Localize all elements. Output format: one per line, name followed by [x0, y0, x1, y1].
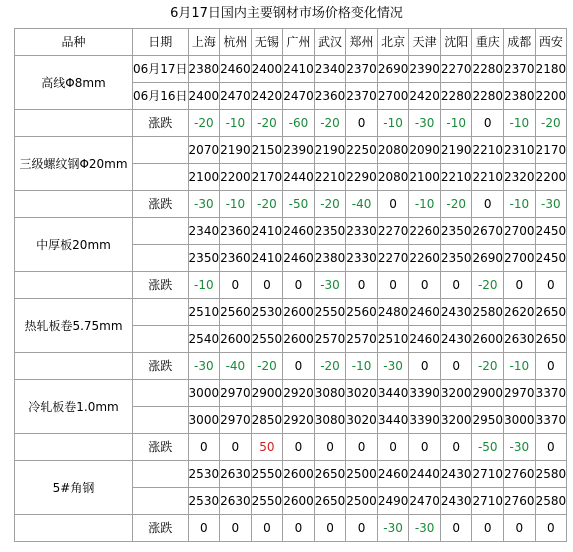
change-label: 涨跌	[133, 272, 189, 299]
price-cell: 2760	[504, 488, 536, 515]
price-cell: 2380	[314, 245, 346, 272]
date-cell	[133, 461, 189, 488]
change-cell: -30	[409, 515, 441, 542]
header-city: 沈阳	[440, 29, 472, 56]
change-cell: 0	[472, 191, 504, 218]
date-cell	[133, 407, 189, 434]
change-cell: -20	[472, 272, 504, 299]
change-cell: 0	[220, 272, 252, 299]
change-cell: -30	[409, 110, 441, 137]
price-cell: 2390	[283, 137, 315, 164]
price-cell: 2630	[220, 461, 252, 488]
change-cell: -30	[377, 515, 409, 542]
product-name: 冷轧板卷1.0mm	[15, 380, 133, 434]
date-cell: 06月16日	[133, 83, 189, 110]
header-row	[15, 29, 567, 56]
change-cell: -30	[188, 353, 220, 380]
price-cell: 2600	[220, 326, 252, 353]
price-cell: 2080	[377, 164, 409, 191]
change-row	[15, 353, 567, 380]
price-cell: 2350	[440, 218, 472, 245]
price-cell: 2440	[409, 461, 441, 488]
change-cell: -40	[346, 191, 378, 218]
change-cell: -20	[314, 353, 346, 380]
product-spacer	[15, 434, 133, 461]
price-cell: 2970	[220, 407, 252, 434]
price-cell: 2970	[220, 380, 252, 407]
price-cell: 2250	[346, 137, 378, 164]
header-city: 郑州	[346, 29, 378, 56]
price-cell: 2100	[188, 164, 220, 191]
header-city: 武汉	[314, 29, 346, 56]
price-cell: 2340	[188, 218, 220, 245]
header-city: 广州	[283, 29, 315, 56]
price-cell: 2760	[504, 461, 536, 488]
change-label: 涨跌	[133, 353, 189, 380]
header-product: 品种	[15, 29, 133, 56]
table-row	[15, 56, 567, 83]
price-cell: 2560	[220, 299, 252, 326]
date-cell	[133, 326, 189, 353]
price-cell: 3390	[409, 380, 441, 407]
price-cell: 2470	[409, 488, 441, 515]
price-cell: 2690	[472, 245, 504, 272]
price-cell: 2470	[283, 83, 315, 110]
price-cell: 2550	[251, 488, 283, 515]
price-cell: 2600	[283, 326, 315, 353]
price-cell: 2600	[283, 488, 315, 515]
change-cell: -10	[377, 110, 409, 137]
date-cell: 06月17日	[133, 56, 189, 83]
product-spacer	[15, 272, 133, 299]
change-cell: 0	[188, 434, 220, 461]
price-cell: 2600	[283, 461, 315, 488]
change-cell: -30	[377, 353, 409, 380]
price-cell: 2360	[220, 245, 252, 272]
change-cell: 0	[377, 191, 409, 218]
price-cell: 2500	[346, 488, 378, 515]
price-cell: 2400	[188, 83, 220, 110]
price-cell: 2970	[504, 380, 536, 407]
price-cell: 2210	[440, 164, 472, 191]
change-cell: 0	[283, 434, 315, 461]
price-cell: 2390	[409, 56, 441, 83]
price-cell: 2920	[283, 380, 315, 407]
price-cell: 2630	[504, 326, 536, 353]
change-label: 涨跌	[133, 515, 189, 542]
price-cell: 2460	[220, 56, 252, 83]
change-row	[15, 434, 567, 461]
price-cell: 2190	[314, 137, 346, 164]
change-cell: 0	[504, 272, 536, 299]
price-cell: 2440	[283, 164, 315, 191]
change-cell: -20	[251, 191, 283, 218]
price-cell: 2370	[346, 56, 378, 83]
change-cell: -20	[314, 191, 346, 218]
product-spacer	[15, 191, 133, 218]
change-cell: -20	[440, 191, 472, 218]
price-cell: 2270	[440, 56, 472, 83]
price-cell: 2550	[251, 461, 283, 488]
price-cell: 3370	[535, 407, 567, 434]
price-cell: 2430	[440, 299, 472, 326]
price-cell: 3000	[504, 407, 536, 434]
price-cell: 2380	[188, 56, 220, 83]
price-cell: 2260	[409, 245, 441, 272]
change-cell: 0	[251, 515, 283, 542]
price-cell: 3370	[535, 380, 567, 407]
price-cell: 2630	[220, 488, 252, 515]
table-row	[15, 299, 567, 326]
price-cell: 2200	[535, 83, 567, 110]
price-cell: 2710	[472, 461, 504, 488]
change-cell: 0	[283, 272, 315, 299]
price-cell: 2580	[535, 488, 567, 515]
change-cell: -10	[504, 191, 536, 218]
price-cell: 3200	[440, 407, 472, 434]
price-cell: 2210	[314, 164, 346, 191]
price-cell: 2620	[504, 299, 536, 326]
price-cell: 2700	[504, 218, 536, 245]
product-spacer	[15, 515, 133, 542]
price-cell: 2350	[440, 245, 472, 272]
change-cell: -30	[535, 191, 567, 218]
price-cell: 2410	[283, 56, 315, 83]
price-cell: 2460	[377, 461, 409, 488]
price-cell: 2360	[314, 83, 346, 110]
change-cell: -50	[283, 191, 315, 218]
price-cell: 2650	[535, 299, 567, 326]
price-cell: 2670	[472, 218, 504, 245]
price-cell: 2850	[251, 407, 283, 434]
change-cell: 0	[346, 515, 378, 542]
header-city: 重庆	[472, 29, 504, 56]
change-cell: 0	[283, 353, 315, 380]
price-cell: 3000	[188, 407, 220, 434]
price-cell: 2530	[188, 488, 220, 515]
price-cell: 2570	[314, 326, 346, 353]
change-cell: 0	[504, 515, 536, 542]
price-cell: 2370	[504, 56, 536, 83]
change-cell: 0	[535, 434, 567, 461]
price-cell: 2500	[346, 461, 378, 488]
header-date: 日期	[133, 29, 189, 56]
header-city: 上海	[188, 29, 220, 56]
change-cell: 0	[251, 272, 283, 299]
change-cell: -30	[504, 434, 536, 461]
price-cell: 2400	[251, 56, 283, 83]
change-cell: 0	[377, 272, 409, 299]
change-row	[15, 515, 567, 542]
price-cell: 2460	[283, 245, 315, 272]
change-label: 涨跌	[133, 434, 189, 461]
price-cell: 2470	[220, 83, 252, 110]
header-city: 北京	[377, 29, 409, 56]
price-cell: 2180	[535, 56, 567, 83]
price-cell: 2700	[377, 83, 409, 110]
price-cell: 2450	[535, 245, 567, 272]
change-cell: -10	[220, 110, 252, 137]
table-row	[15, 137, 567, 164]
price-cell: 2290	[346, 164, 378, 191]
header-city: 杭州	[220, 29, 252, 56]
price-cell: 2550	[314, 299, 346, 326]
date-cell	[133, 245, 189, 272]
price-cell: 2280	[472, 83, 504, 110]
table-row	[15, 461, 567, 488]
price-cell: 2070	[188, 137, 220, 164]
price-cell: 3390	[409, 407, 441, 434]
change-label: 涨跌	[133, 191, 189, 218]
date-cell	[133, 137, 189, 164]
price-cell: 3200	[440, 380, 472, 407]
change-row	[15, 272, 567, 299]
change-cell: 0	[346, 434, 378, 461]
change-cell: -10	[504, 110, 536, 137]
change-cell: -20	[251, 353, 283, 380]
price-cell: 2600	[472, 326, 504, 353]
change-cell: -10	[440, 110, 472, 137]
price-cell: 2270	[377, 245, 409, 272]
change-cell: 0	[314, 434, 346, 461]
date-cell	[133, 380, 189, 407]
price-cell: 2210	[472, 137, 504, 164]
price-cell: 2540	[188, 326, 220, 353]
price-cell: 2950	[472, 407, 504, 434]
change-cell: 0	[409, 353, 441, 380]
change-cell: 0	[409, 272, 441, 299]
change-cell: -10	[346, 353, 378, 380]
change-cell: 0	[535, 272, 567, 299]
change-cell: 0	[188, 515, 220, 542]
price-cell: 2510	[377, 326, 409, 353]
price-cell: 2650	[314, 488, 346, 515]
change-row	[15, 110, 567, 137]
price-cell: 2080	[377, 137, 409, 164]
price-table	[14, 28, 567, 542]
price-cell: 2190	[440, 137, 472, 164]
date-cell	[133, 488, 189, 515]
change-cell: -10	[188, 272, 220, 299]
change-cell: 0	[409, 434, 441, 461]
price-cell: 2430	[440, 326, 472, 353]
price-cell: 2280	[472, 56, 504, 83]
change-cell: 0	[440, 434, 472, 461]
change-cell: -50	[472, 434, 504, 461]
price-cell: 2460	[283, 218, 315, 245]
change-cell: -60	[283, 110, 315, 137]
product-name: 5#角钢	[15, 461, 133, 515]
price-cell: 2330	[346, 245, 378, 272]
price-cell: 2490	[377, 488, 409, 515]
product-name: 热轧板卷5.75mm	[15, 299, 133, 353]
change-cell: 0	[440, 272, 472, 299]
header-city: 西安	[535, 29, 567, 56]
price-cell: 2710	[472, 488, 504, 515]
price-cell: 3440	[377, 380, 409, 407]
change-cell: 0	[535, 353, 567, 380]
price-cell: 2690	[377, 56, 409, 83]
price-cell: 3020	[346, 407, 378, 434]
change-cell: 0	[535, 515, 567, 542]
price-cell: 2580	[472, 299, 504, 326]
page-title: 6月17日国内主要钢材市场价格变化情况	[170, 6, 403, 21]
price-cell: 2340	[314, 56, 346, 83]
table-row	[15, 218, 567, 245]
change-cell: -20	[188, 110, 220, 137]
price-cell: 2320	[504, 164, 536, 191]
price-cell: 2370	[346, 83, 378, 110]
price-cell: 2410	[251, 218, 283, 245]
price-cell: 2550	[251, 326, 283, 353]
price-cell: 2900	[472, 380, 504, 407]
price-cell: 2350	[188, 245, 220, 272]
change-cell: 0	[377, 434, 409, 461]
price-cell: 2700	[504, 245, 536, 272]
change-cell: 0	[440, 353, 472, 380]
price-cell: 2090	[409, 137, 441, 164]
price-cell: 3020	[346, 380, 378, 407]
price-cell: 2900	[251, 380, 283, 407]
date-cell	[133, 164, 189, 191]
table-row	[15, 380, 567, 407]
change-cell: 0	[220, 515, 252, 542]
price-cell: 2200	[220, 164, 252, 191]
change-cell: -40	[220, 353, 252, 380]
change-cell: -20	[472, 353, 504, 380]
price-cell: 2310	[504, 137, 536, 164]
price-cell: 2330	[346, 218, 378, 245]
change-label: 涨跌	[133, 110, 189, 137]
price-cell: 2350	[314, 218, 346, 245]
price-cell: 2380	[504, 83, 536, 110]
price-cell: 2560	[346, 299, 378, 326]
price-cell: 2530	[251, 299, 283, 326]
change-cell: -20	[535, 110, 567, 137]
price-cell: 2600	[283, 299, 315, 326]
price-cell: 2260	[409, 218, 441, 245]
price-cell: 2920	[283, 407, 315, 434]
product-name: 中厚板20mm	[15, 218, 133, 272]
header-city: 无锡	[251, 29, 283, 56]
price-cell: 2510	[188, 299, 220, 326]
date-cell	[133, 299, 189, 326]
price-cell: 2450	[535, 218, 567, 245]
change-cell: -10	[220, 191, 252, 218]
header-city: 成都	[504, 29, 536, 56]
product-spacer	[15, 110, 133, 137]
price-cell: 2460	[409, 299, 441, 326]
change-cell: -10	[409, 191, 441, 218]
price-cell: 2530	[188, 461, 220, 488]
price-cell: 2570	[346, 326, 378, 353]
change-cell: 0	[472, 110, 504, 137]
price-cell: 2460	[409, 326, 441, 353]
change-cell: -20	[314, 110, 346, 137]
change-cell: 0	[314, 515, 346, 542]
change-cell: 0	[283, 515, 315, 542]
price-cell: 2360	[220, 218, 252, 245]
change-cell: -30	[314, 272, 346, 299]
change-cell: 0	[346, 110, 378, 137]
price-cell: 2430	[440, 461, 472, 488]
price-cell: 2200	[535, 164, 567, 191]
change-cell: 0	[346, 272, 378, 299]
price-cell: 2190	[220, 137, 252, 164]
price-cell: 3080	[314, 407, 346, 434]
price-cell: 2420	[251, 83, 283, 110]
change-cell: 50	[251, 434, 283, 461]
product-name: 三级螺纹钢Φ20mm	[15, 137, 133, 191]
price-cell: 2650	[314, 461, 346, 488]
date-cell	[133, 218, 189, 245]
price-cell: 3440	[377, 407, 409, 434]
product-spacer	[15, 353, 133, 380]
price-cell: 2420	[409, 83, 441, 110]
change-cell: 0	[472, 515, 504, 542]
price-cell: 2580	[535, 461, 567, 488]
price-cell: 2650	[535, 326, 567, 353]
price-cell: 2170	[251, 164, 283, 191]
price-cell: 2210	[472, 164, 504, 191]
header-city: 天津	[409, 29, 441, 56]
price-cell: 2270	[377, 218, 409, 245]
price-cell: 3000	[188, 380, 220, 407]
change-cell: -30	[188, 191, 220, 218]
product-name: 高线Φ8mm	[15, 56, 133, 110]
price-cell: 2100	[409, 164, 441, 191]
change-cell: -10	[504, 353, 536, 380]
price-cell: 2150	[251, 137, 283, 164]
price-cell: 2280	[440, 83, 472, 110]
change-cell: -20	[251, 110, 283, 137]
change-cell: 0	[440, 515, 472, 542]
price-cell: 2170	[535, 137, 567, 164]
price-cell: 3080	[314, 380, 346, 407]
change-row	[15, 191, 567, 218]
change-cell: 0	[220, 434, 252, 461]
price-cell: 2410	[251, 245, 283, 272]
price-cell: 2480	[377, 299, 409, 326]
price-cell: 2430	[440, 488, 472, 515]
